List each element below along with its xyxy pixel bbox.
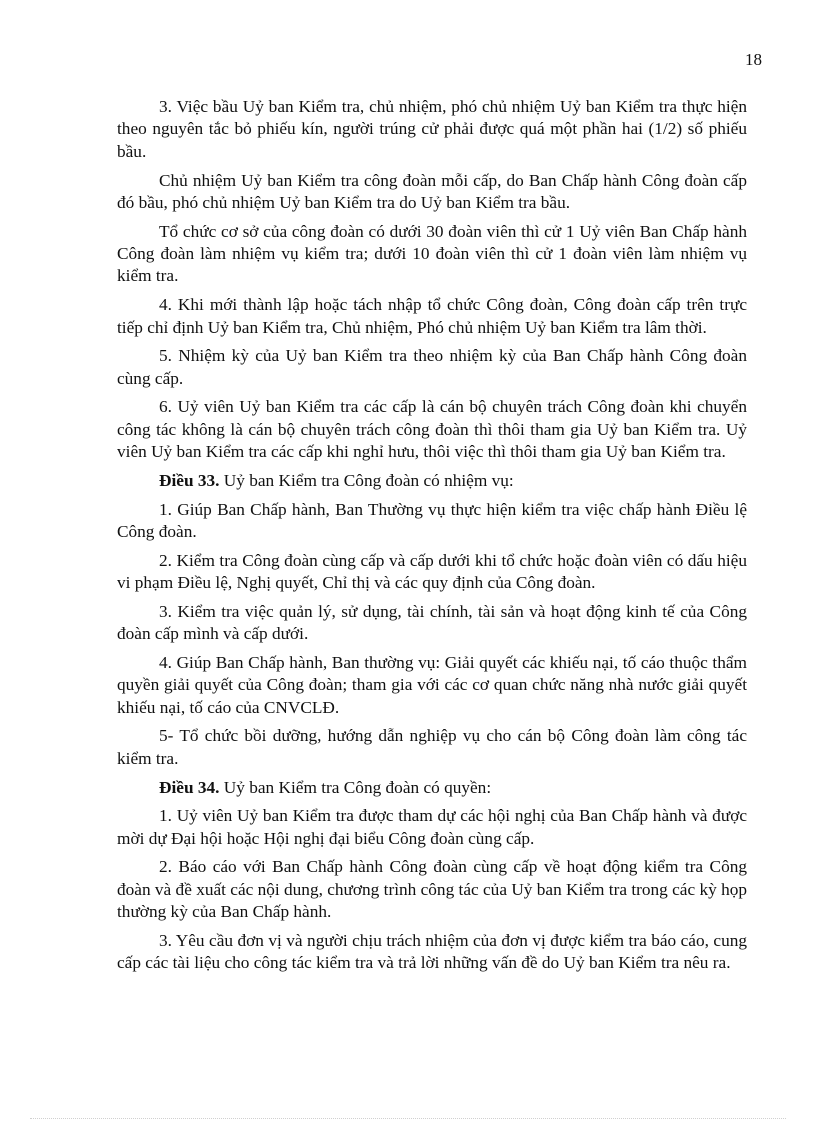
paragraph-text: 6. Uỷ viên Uỷ ban Kiểm tra các cấp là cán bộ chuyên trách Công đoàn khi chuyển công tác không là cán bộ chuyên trách công đoàn thì thôi tham gia Uỷ ban Kiểm tra. Uỷ viên Uỷ ban Kiểm tra các cấp khi nghỉ hưu, thôi việc thì thôi tham gia Uỷ ban Kiểm tra. [117, 397, 747, 462]
paragraph-text: 5- Tổ chức bồi dưỡng, hướng dẫn nghiệp vụ cho cán bộ Công đoàn làm công tác kiểm tra. [117, 726, 747, 768]
paragraph [117, 725, 747, 770]
paragraph-text: 1. Giúp Ban Chấp hành, Ban Thường vụ thực hiện kiểm tra việc chấp hành Điều lệ Công đoàn. [117, 499, 747, 541]
document-body [117, 96, 747, 981]
paragraph-text: 3. Việc bầu Uỷ ban Kiểm tra, chủ nhiệm, phó chủ nhiệm Uỷ ban Kiểm tra thực hiện theo nguyên tắc bỏ phiếu kín, người trúng cử phải được quá một phần hai (1/2) số phiếu bầu. [117, 97, 747, 161]
paragraph-text: 1. Uỷ viên Uỷ ban Kiểm tra được tham dự các hội nghị của Ban Chấp hành và được mời dự Đại hội hoặc Hội nghị đại biểu Công đoàn cùng cấp. [117, 806, 747, 848]
paragraph-text: 4. Giúp Ban Chấp hành, Ban thường vụ: Giải quyết các khiếu nại, tố cáo thuộc thẩm quyền giải quyết của Công đoàn; tham gia với các cơ quan chức năng nhà nước giải quyết khiếu nại, tố cáo của CNVCLĐ. [117, 652, 747, 717]
paragraph-text: 5. Nhiệm kỳ của Uỷ ban Kiểm tra theo nhiệm kỳ của Ban Chấp hành Công đoàn cùng cấp. [117, 346, 747, 388]
paragraph [117, 805, 747, 850]
paragraph [117, 550, 747, 595]
paragraph [117, 930, 747, 975]
paragraph-text: Tổ chức cơ sở của công đoàn có dưới 30 đoàn viên thì cử 1 Uỷ viên Ban Chấp hành Công đoàn làm nhiệm vụ kiểm tra; dưới 10 đoàn viên thì cử 1 đoàn viên làm nhiệm vụ kiểm tra. [117, 221, 747, 286]
page-number: 18 [745, 50, 762, 69]
paragraph-text: 2. Kiểm tra Công đoàn cùng cấp và cấp dưới khi tổ chức hoặc đoàn viên có dấu hiệu vi phạm Điều lệ, Nghị quyết, Chỉ thị và các quy định của Công đoàn. [117, 550, 747, 593]
paragraph [117, 96, 747, 163]
paragraph [117, 170, 747, 215]
paragraph [117, 856, 747, 923]
article-label: Điều 33. [159, 470, 220, 490]
paragraph-text: Uỷ ban Kiểm tra Công đoàn có quyền: [219, 777, 492, 797]
paragraph-text: 3. Yêu cầu đơn vị và người chịu trách nhiệm của đơn vị được kiểm tra báo cáo, cung cấp các tài liệu cho công tác kiểm tra và trả lời những vấn đề do Uỷ ban Kiểm tra nêu ra. [117, 930, 747, 973]
paragraph [117, 601, 747, 646]
page-bottom-divider [30, 1118, 786, 1119]
paragraph-text: 3. Kiểm tra việc quản lý, sử dụng, tài chính, tài sản và hoạt động kinh tế của Công đoàn cấp mình và cấp dưới. [117, 601, 747, 644]
paragraph-text: Chủ nhiệm Uỷ ban Kiểm tra công đoàn mỗi cấp, do Ban Chấp hành Công đoàn cấp đó bầu, phó chủ nhiệm Uỷ ban Kiểm tra do Uỷ ban Kiểm tra bầu. [117, 170, 747, 212]
paragraph [117, 345, 747, 390]
paragraph [117, 499, 747, 544]
paragraph-text: 4. Khi mới thành lập hoặc tách nhập tổ chức Công đoàn, Công đoàn cấp trên trực tiếp chỉ định Uỷ ban Kiểm tra, Chủ nhiệm, Phó chủ nhiệm Uỷ ban Kiểm tra lâm thời. [117, 295, 747, 337]
paragraph [117, 294, 747, 339]
article-heading-34 [117, 777, 747, 799]
paragraph-text: Uỷ ban Kiểm tra Công đoàn có nhiệm vụ: [219, 470, 514, 490]
article-label: Điều 34. [159, 777, 220, 797]
paragraph [117, 652, 747, 719]
paragraph [117, 221, 747, 288]
paragraph [117, 396, 747, 463]
article-heading-33 [117, 470, 747, 492]
paragraph-text: 2. Báo cáo với Ban Chấp hành Công đoàn cùng cấp về hoạt động kiểm tra Công đoàn và đề xuất các nội dung, chương trình công tác của Uỷ ban Kiểm tra trong các kỳ họp thường kỳ của Ban Chấp hành. [117, 857, 747, 922]
